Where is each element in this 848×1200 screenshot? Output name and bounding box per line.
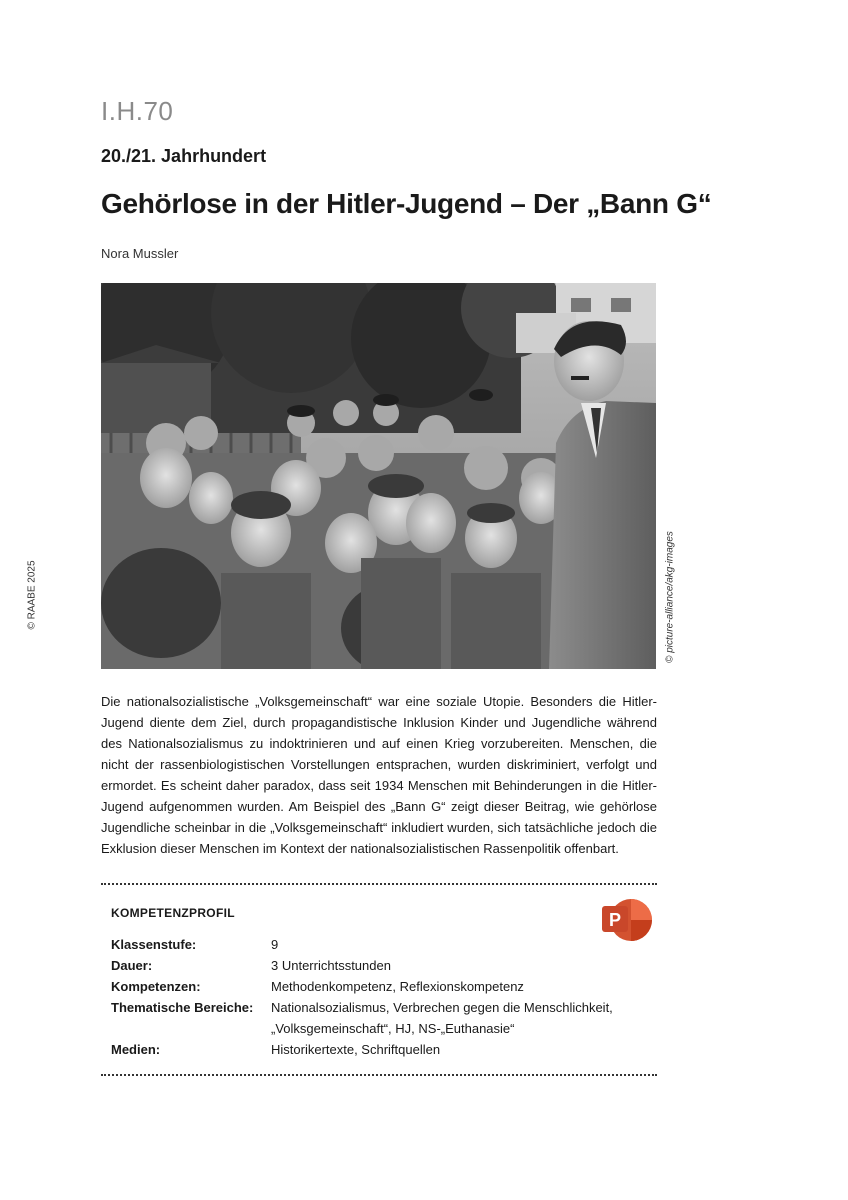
- intro-paragraph: Die nationalsozialistische „Volksgemeinschaft“ war eine soziale Utopie. Besonders die Hitler-Jugend diente dem Ziel, durch propagandistische Inklusion Kinder und Jugendliche während des Nationalsozialismus zu indoktrinieren und auf einen Krieg vorzubereiten. Menschen, die nicht der rassenbiologistischen Vorstellungen entsprachen, wurden diskriminiert, verfolgt und ermordet. Es scheint daher paradox, dass seit 1934 Menschen mit Behinderungen in die Hitler-Jugend aufgenommen wurden. Am Beispiel des „Bann G“ zeigt dieser Beitrag, wie gehörlose Jugendliche scheinbar in die „Volksgemeinschaft“ inkludiert wurden, sich tatsächliche jedoch die Exklusion dieser Menschen im Kontext der nationalsozialistischen Rassenpolitik offenbart.: [101, 694, 657, 856]
- profile-value: 9: [271, 937, 279, 952]
- period-subtitle: 20./21. Jahrhundert: [101, 146, 267, 166]
- divider-bottom: [101, 1074, 657, 1076]
- divider-top: [101, 883, 657, 885]
- page-title: Gehörlose in der Hitler-Jugend – Der „Bann G“: [101, 188, 712, 219]
- profile-value: Methodenkompetenz, Reflexionskompetenz: [271, 979, 524, 994]
- author-name: Nora Mussler: [101, 246, 179, 261]
- powerpoint-icon-letter: P: [608, 910, 622, 930]
- profile-key: Kompetenzen:: [111, 979, 201, 994]
- photo-credit: © picture-alliance/akg-images: [664, 531, 676, 663]
- copyright-notice: © RAABE 2025: [26, 560, 38, 630]
- profile-value: Historikertexte, Schriftquellen: [271, 1042, 441, 1057]
- competence-profile-heading: KOMPETENZPROFIL: [111, 906, 235, 920]
- profile-value: Nationalsozialismus, Verbrechen gegen die Menschlichkeit, „Volksgemeinschaft“, HJ, NS-„Euthanasie“: [271, 1000, 613, 1036]
- profile-key: Klassenstufe:: [111, 937, 197, 952]
- profile-value: 3 Unterrichtsstunden: [271, 958, 391, 973]
- historical-photo: [101, 283, 656, 669]
- profile-key: Dauer:: [111, 958, 153, 973]
- profile-key: Thematische Bereiche:: [111, 1000, 254, 1015]
- document-code: I.H.70: [101, 96, 174, 126]
- profile-key: Medien:: [111, 1042, 161, 1057]
